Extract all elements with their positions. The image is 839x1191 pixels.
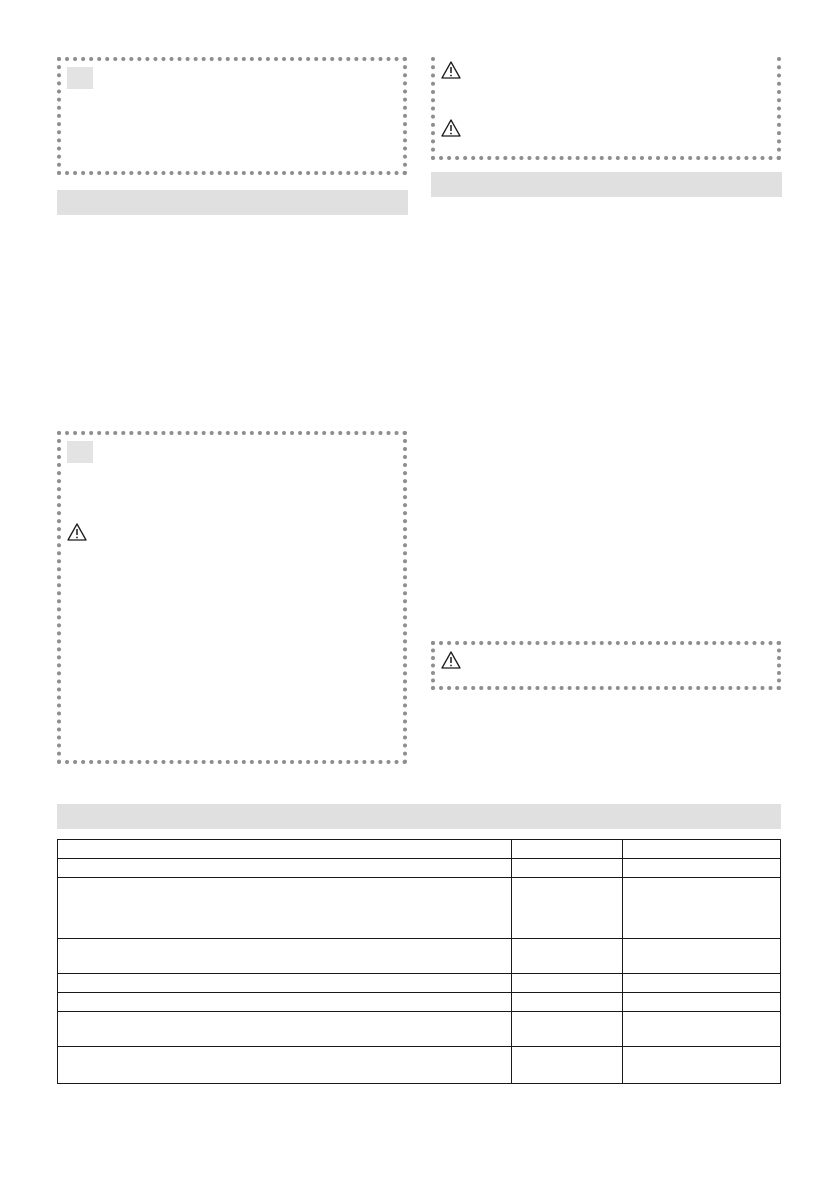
table-cell [58, 939, 512, 974]
warning-triangle-icon [441, 61, 461, 79]
table-row [58, 1012, 781, 1047]
warning-triangle-icon [67, 523, 87, 541]
table-cell [512, 859, 622, 878]
table-cell [512, 993, 622, 1012]
table-cell [58, 859, 512, 878]
table-cell [622, 974, 780, 993]
table-cell [512, 840, 622, 859]
table-row [58, 974, 781, 993]
table-cell [622, 1012, 780, 1047]
table-row [58, 939, 781, 974]
section-header-bar-right [431, 172, 782, 197]
table-cell [58, 974, 512, 993]
table-cell [58, 840, 512, 859]
table-cell [622, 1047, 780, 1084]
table-cell [622, 840, 780, 859]
table-cell [622, 878, 780, 939]
warning-triangle-icon [441, 119, 461, 137]
warning-box-top-right [431, 57, 781, 160]
section-header-bar-left [57, 190, 408, 215]
table-row [58, 878, 781, 939]
note-tag-icon [67, 67, 93, 89]
table-cell [512, 974, 622, 993]
note-tag-icon [67, 441, 93, 463]
table-cell [622, 939, 780, 974]
table-row [58, 859, 781, 878]
table-cell [512, 1047, 622, 1084]
note-box-top-left [57, 57, 407, 175]
note-box-bottom-left [57, 431, 407, 764]
section-header-bar-full [57, 804, 781, 829]
table-cell [58, 1047, 512, 1084]
table-row [58, 840, 781, 859]
table-cell [512, 1012, 622, 1047]
table-cell [58, 1012, 512, 1047]
table-cell [58, 993, 512, 1012]
warning-triangle-icon [441, 651, 461, 669]
table-cell [58, 878, 512, 939]
specifications-table [57, 839, 781, 1084]
table-cell [512, 939, 622, 974]
table-cell [512, 878, 622, 939]
table-row [58, 1047, 781, 1084]
warning-box-bottom-right [431, 641, 781, 690]
table-cell [622, 993, 780, 1012]
table-cell [622, 859, 780, 878]
table-row [58, 993, 781, 1012]
